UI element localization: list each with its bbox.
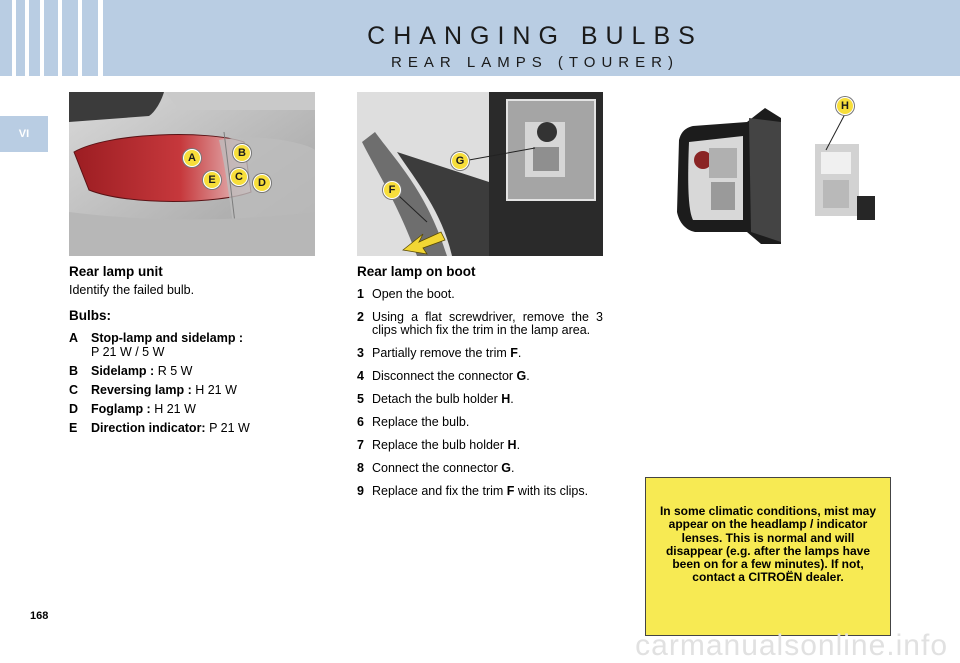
header-stripe	[98, 0, 103, 76]
step-number: 4	[357, 369, 364, 383]
step-number: 3	[357, 346, 364, 360]
bulb-name: Stop-lamp and sidelamp :	[91, 331, 244, 345]
step-text-tail: with its clips.	[517, 484, 589, 498]
step-ref: G	[501, 461, 511, 475]
bulb-item	[69, 331, 319, 359]
step-ref: H	[501, 392, 511, 406]
step-item	[357, 370, 603, 383]
header-stripe	[78, 0, 82, 76]
bulb-name: Direction indicator:	[91, 421, 206, 435]
page-number: 168	[30, 610, 49, 622]
marker-f: F	[383, 181, 401, 199]
bulb-list	[69, 331, 319, 440]
step-text: Disconnect the connector	[372, 369, 514, 383]
rear-lamp-unit-heading: Rear lamp unit	[69, 264, 163, 279]
step-ref: F	[510, 346, 518, 360]
step-text-wrapper: Partially remove the trim F.	[372, 346, 522, 360]
step-text: Connect the connector	[372, 461, 498, 475]
step-item	[357, 462, 603, 475]
step-number: 7	[357, 438, 364, 452]
bulb-details	[91, 383, 237, 397]
step-text: Partially remove the trim	[372, 346, 507, 360]
bulb-details	[91, 331, 243, 359]
page-subtitle: REAR LAMPS (TOURER)	[391, 54, 679, 71]
step-text: Detach the bulb holder	[372, 392, 498, 406]
step-text-wrapper: Replace the bulb holder H.	[372, 438, 521, 452]
bulb-item	[69, 421, 319, 435]
bulb-spec: H 21 W	[154, 402, 196, 416]
step-text-wrapper: Detach the bulb holder H.	[372, 392, 514, 406]
climate-note-box	[645, 477, 891, 636]
marker-c: C	[230, 168, 248, 186]
bulb-item	[69, 402, 319, 416]
bulb-details	[91, 402, 196, 416]
marker-a: A	[183, 149, 201, 167]
marker-d: D	[253, 174, 271, 192]
bulb-holder-illustration	[645, 92, 891, 256]
step-text-wrapper	[372, 485, 603, 498]
step-text-wrapper: Connect the connector G.	[372, 461, 515, 475]
bulb-item	[69, 364, 319, 378]
rear-lamp-unit-intro: Identify the failed bulb.	[69, 283, 195, 297]
bulb-spec: R 5 W	[157, 364, 193, 378]
step-ref: F	[506, 484, 515, 498]
rear-lamp-illustration	[69, 92, 315, 256]
boot-trim-illustration	[357, 92, 603, 256]
step-text: Replace the bulb holder	[372, 438, 505, 452]
step-item	[357, 439, 603, 452]
step-text: Replace and fix the trim	[372, 484, 504, 498]
step-number: 5	[357, 392, 364, 406]
header-stripe	[12, 0, 16, 76]
step-text: Replace the bulb.	[372, 415, 470, 429]
step-item	[357, 347, 603, 360]
step-ref: G	[516, 369, 527, 383]
step-number: 6	[357, 415, 364, 429]
marker-g: G	[451, 152, 469, 170]
step-item	[357, 393, 603, 406]
bulb-letter: B	[69, 364, 79, 378]
step-item	[357, 288, 603, 301]
step-item	[357, 416, 603, 429]
bulb-spec: P 21 W / 5 W	[91, 345, 165, 359]
step-text: Using a flat screwdriver, remove the 3 clips which fix the trim in the lamp area.	[372, 310, 603, 337]
rear-lamp-unit-figure	[69, 92, 315, 256]
rear-lamp-on-boot-heading: Rear lamp on boot	[357, 264, 476, 279]
bulb-item	[69, 383, 319, 397]
bulb-spec: H 21 W	[195, 383, 237, 397]
step-item	[357, 311, 603, 337]
step-text-wrapper: Disconnect the connector G.	[372, 369, 530, 383]
watermark: carmanualsonline.info	[635, 629, 948, 662]
step-number: 9	[357, 484, 364, 498]
step-text: Open the boot.	[372, 287, 455, 301]
step-number: 2	[357, 310, 364, 324]
bulb-spec: P 21 W	[209, 421, 250, 435]
bulbs-heading: Bulbs:	[69, 308, 111, 323]
header-stripe	[58, 0, 62, 76]
header-stripe	[40, 0, 44, 76]
bulb-letter: A	[69, 331, 79, 345]
chapter-tab: VI	[0, 116, 48, 152]
step-item	[357, 485, 603, 498]
bulb-letter: C	[69, 383, 79, 397]
bulb-details	[91, 421, 250, 435]
bulb-name: Foglamp :	[91, 402, 151, 416]
marker-b: B	[233, 144, 251, 162]
bulb-letter: E	[69, 421, 78, 435]
bulb-letter: D	[69, 402, 79, 416]
marker-e: E	[203, 171, 221, 189]
bulb-name: Reversing lamp :	[91, 383, 192, 397]
bulb-holder-figure	[645, 92, 891, 256]
bulb-details	[91, 364, 192, 378]
page-title: CHANGING BULBS	[367, 22, 703, 50]
boot-trim-figure	[357, 92, 603, 256]
bulb-name: Sidelamp :	[91, 364, 155, 378]
procedure-steps	[357, 288, 603, 508]
marker-h: H	[836, 97, 854, 115]
header-band	[0, 0, 960, 76]
step-ref: H	[507, 438, 517, 452]
header-stripe	[25, 0, 29, 76]
step-number: 8	[357, 461, 364, 475]
climate-note-text: In some climatic conditions, mist may appear on the headlamp / indicator lenses. This is normal and will disappear (e.g. after the lamps have been on for a few minutes). If not, contact a CITROËN dealer.	[659, 504, 877, 585]
step-number: 1	[357, 287, 364, 301]
